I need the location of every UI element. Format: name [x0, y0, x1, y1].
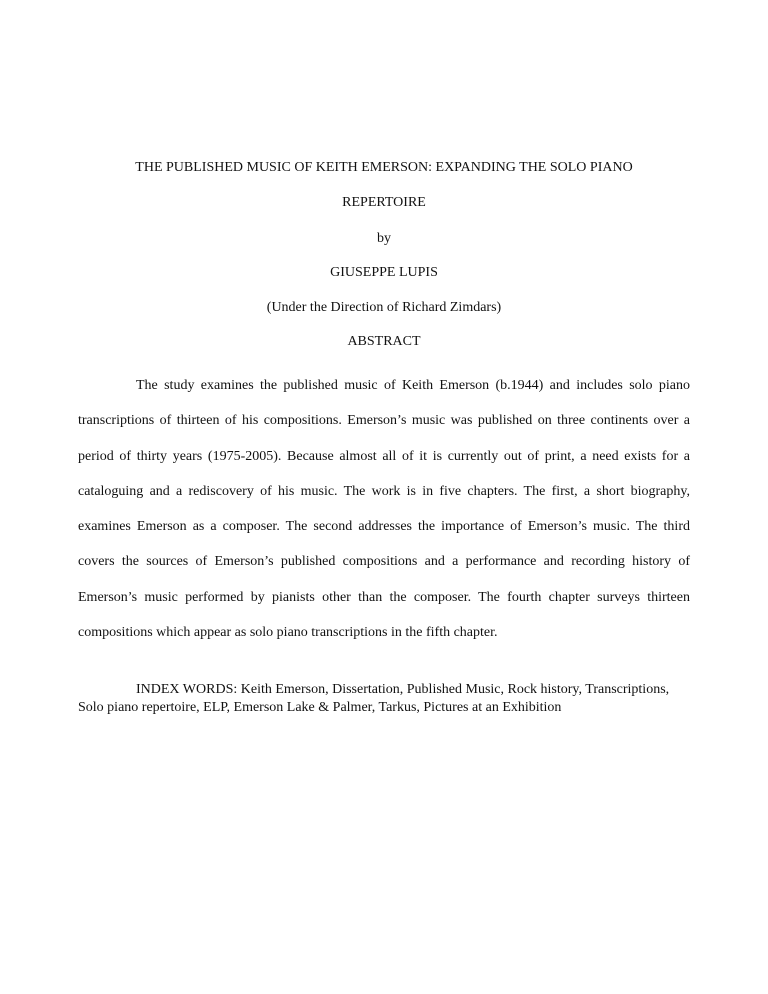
- dissertation-title-line-1: THE PUBLISHED MUSIC OF KEITH EMERSON: EXPANDING THE SOLO PIANO: [135, 160, 633, 175]
- index-words: INDEX WORDS: Keith Emerson, Dissertation, Published Music, Rock history, Transcriptions, Solo piano repertoire, ELP, Emerson Lake & Palmer, Tarkus, Pictures at an Exhibition: [78, 682, 670, 715]
- by-line: by: [377, 231, 391, 246]
- direction-line: (Under the Direction of Richard Zimdars): [266, 300, 502, 315]
- abstract-body: The study examines the published music of Keith Emerson (b.1944) and includes solo piano transcriptions of thirteen of his compositions. Emerson’s music was published on three continents over a period of thirty years (1975-2005). Because almost all of it is currently out of print, a need exists for a cataloguing and a rediscovery of his music. The work is in five chapters. The first, a short biography, examines Emerson as a composer. The second addresses the importance of Emerson’s music. The third covers the sources of Emerson’s published compositions and a performance and recording history of Emerson’s music performed by pianists other than the composer. The fourth chapter surveys thirteen compositions which appear as solo piano transcriptions in the fifth chapter.: [78, 378, 690, 641]
- abstract-heading: ABSTRACT: [347, 334, 421, 349]
- dissertation-title-line-2: REPERTOIRE: [342, 195, 426, 210]
- author-name: GIUSEPPE LUPIS: [330, 265, 438, 280]
